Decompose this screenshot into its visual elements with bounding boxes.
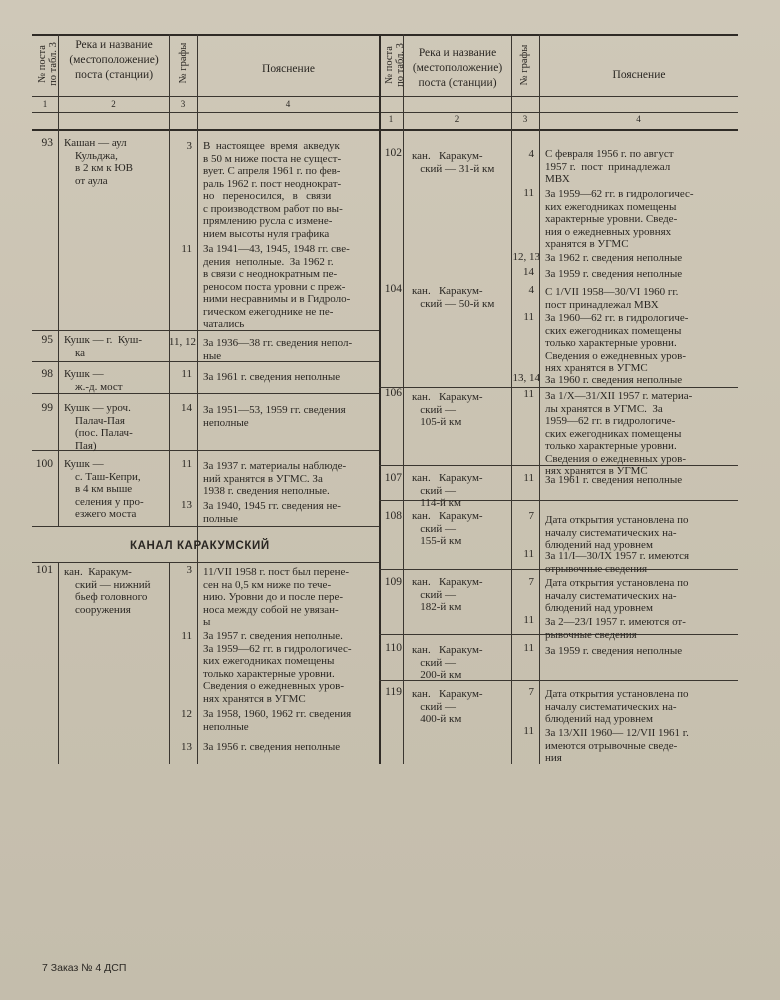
explanation-text: За 1960—62 гг. в гидрологиче- ских ежегодниках помещены только характерные уровни. Сведения о ежедневных уров- нях хранятся в УГМС xyxy=(545,312,689,374)
explanation-text: За 1936—38 гг. сведения непол- ные xyxy=(203,337,353,362)
header-post-number: № поста по табл. 3 xyxy=(37,42,59,86)
table-top-rule xyxy=(32,34,738,36)
post-number: 98 xyxy=(41,368,53,380)
header-index-4: 4 xyxy=(285,99,291,109)
explanation-text: За 1940, 1945 гг. сведения не- полные xyxy=(203,500,341,525)
graph-number: 11 xyxy=(523,388,534,400)
graph-number: 12 xyxy=(181,708,192,720)
explanation-text: За 1/X—31/XII 1957 г. материа- лы хранятся в УГМС. За 1959—62 гг. в гидрологиче- ских ежегодниках помещены только характерные уровни. Сведения о ежедневных уров- нях хранятся в УГМС xyxy=(545,390,693,477)
graph-number: 11 xyxy=(181,243,192,255)
post-number: 95 xyxy=(41,334,53,346)
graph-number: 11 xyxy=(181,458,192,470)
row-rule xyxy=(32,393,379,394)
header-graph-number: № графы xyxy=(519,44,530,86)
post-number: 99 xyxy=(41,402,53,414)
station-name: кан. Каракум- ский — нижний бьеф головного сооружения xyxy=(64,566,151,616)
post-number: 108 xyxy=(384,510,402,522)
col-divider xyxy=(539,34,540,764)
header-index-1: 1 xyxy=(42,99,48,109)
header-bottom-rule xyxy=(32,96,738,97)
col-divider xyxy=(169,562,170,764)
graph-number: 12, 13 xyxy=(512,251,540,263)
station-name: Кушк — с. Таш-Кепри, в 4 км выше селения у про- езжего моста xyxy=(64,458,144,520)
station-name: Кушк — уроч. Палач-Пая (пос. Палач- Пая) xyxy=(64,402,133,452)
row-rule xyxy=(32,562,379,563)
col-divider xyxy=(58,562,59,764)
explanation-text: За 1961 г. сведения неполные xyxy=(545,474,683,486)
index-row-rule xyxy=(32,112,738,113)
header-index-1: 1 xyxy=(388,114,394,124)
graph-number: 11, 12 xyxy=(168,336,196,348)
station-name: Кушк — ж.-д. мост xyxy=(64,368,123,393)
graph-number: 11 xyxy=(523,187,534,199)
station-name: кан. Каракум- ский — 200-й км xyxy=(412,644,483,681)
explanation-text: За 1956 г. сведения неполные xyxy=(203,741,341,753)
header-graph-number: № графы xyxy=(178,42,189,84)
section-title: КАНАЛ КАРАКУМСКИЙ xyxy=(130,540,270,552)
explanation-text: За 1959 г. сведения неполные xyxy=(545,645,683,657)
post-number: 109 xyxy=(384,576,402,588)
explanation-text: Дата открытия установлена по началу систематических на- блюдений над уровнем xyxy=(545,688,689,725)
post-number: 101 xyxy=(35,564,53,576)
graph-number: 3 xyxy=(186,140,192,152)
header-explanation: Пояснение xyxy=(262,63,315,75)
graph-number: 13, 14 xyxy=(512,372,540,384)
graph-number: 3 xyxy=(186,564,192,576)
header-index-3: 3 xyxy=(522,114,528,124)
graph-number: 11 xyxy=(523,642,534,654)
explanation-text: Дата открытия установлена по началу систематических на- блюдений над уровнем xyxy=(545,514,689,551)
explanation-text: За 1941—43, 1945, 1948 гг. све- дения неполные. За 1962 г. в связи с неоднократным пе- реносом поста уровни с преж- ними несравнимы и в Гидроло- гическом ежегоднике не пе- чатались xyxy=(203,243,351,330)
station-name: кан. Каракум- ский — 50-й км xyxy=(412,285,495,310)
post-number: 104 xyxy=(384,283,402,295)
explanation-text: За 1960 г. сведения неполные xyxy=(545,374,683,386)
header-river-station: Река и название (местоположение) поста (станции) xyxy=(69,39,159,81)
graph-number: 11 xyxy=(523,725,534,737)
graph-number: 11 xyxy=(523,472,534,484)
station-name: Кушк — г. Куш- ка xyxy=(64,334,142,359)
station-name: Кашан — аул Кульджа, в 2 км к ЮВ от аула xyxy=(64,137,133,187)
explanation-text: За 1937 г. материалы наблюде- ний хранятся в УГМС. За 1938 г. сведения неполные. xyxy=(203,460,347,497)
explanation-text: За 1958, 1960, 1962 гг. сведения неполные xyxy=(203,708,352,733)
explanation-text: Дата открытия установлена по началу систематических на- блюдений над уровнем xyxy=(545,577,689,614)
explanation-text: За 2—23/I 1957 г. имеются от- рывочные сведения xyxy=(545,616,686,641)
graph-number: 13 xyxy=(181,741,192,753)
explanation-text: С 1/VII 1958—30/VI 1960 гг. пост принадлежал МВХ xyxy=(545,286,679,311)
post-number: 110 xyxy=(385,642,402,654)
graph-number: 11 xyxy=(523,311,534,323)
graph-number: 11 xyxy=(523,614,534,626)
page-footer: 7 Заказ № 4 ДСП xyxy=(42,962,127,974)
graph-number: 14 xyxy=(181,402,192,414)
post-number: 93 xyxy=(41,137,53,149)
row-rule xyxy=(379,387,738,388)
graph-number: 11 xyxy=(181,368,192,380)
post-number: 102 xyxy=(384,147,402,159)
explanation-text: 11/VII 1958 г. пост был перене- сен на 0,5 км ниже по тече- нию. Уровни до и после пере- носа между собой не увязан- ы xyxy=(203,566,350,628)
col-divider xyxy=(403,34,404,764)
explanation-text: За 1959 г. сведения неполные xyxy=(545,268,683,280)
explanation-text: За 11/I—30/IX 1957 г. имеются отрывочные сведения xyxy=(545,550,690,575)
station-name: кан. Каракум- ский — 31-й км xyxy=(412,150,495,175)
station-name: кан. Каракум- ский — 105-й км xyxy=(412,391,483,428)
graph-number: 14 xyxy=(523,266,534,278)
center-divider xyxy=(379,34,381,764)
col-divider xyxy=(197,34,198,764)
explanation-text: За 13/XII 1960— 12/VII 1961 г. имеются отрывочные сведе- ния xyxy=(545,727,689,764)
graph-number: 7 xyxy=(528,510,534,522)
graph-number: 4 xyxy=(528,284,534,296)
header-post-number: № поста по табл. 3 xyxy=(384,43,406,87)
explanation-text: За 1951—53, 1959 гг. сведения неполные xyxy=(203,404,346,429)
post-number: 106 xyxy=(384,387,402,399)
post-number: 100 xyxy=(35,458,53,470)
explanation-text: За 1962 г. сведения неполные xyxy=(545,252,683,264)
graph-number: 11 xyxy=(523,548,534,560)
station-name: кан. Каракум- ский — 114-й км xyxy=(412,472,483,509)
graph-number: 11 xyxy=(181,630,192,642)
station-name: кан. Каракум- ский — 182-й км xyxy=(412,576,483,613)
graph-number: 7 xyxy=(528,686,534,698)
explanation-text: За 1959—62 гг. в гидрологичес- ких ежегодниках помещены характерные уровни. Сведе- ния о ежедневных уровнях хранятся в УГМС xyxy=(545,188,694,250)
explanation-text: С февраля 1956 г. по август 1957 г. пост принадлежал МВХ xyxy=(545,148,674,185)
graph-number: 13 xyxy=(181,499,192,511)
station-name: кан. Каракум- ский — 400-й км xyxy=(412,688,483,725)
graph-number: 7 xyxy=(528,576,534,588)
header-river-station: Река и название (местоположение) поста (станции) xyxy=(412,47,503,89)
explanation-text: В настоящее время акведук в 50 м ниже поста не сущест- вует. С апреля 1961 г. по фев- раль 1962 г. пост неоднократ- но переносился, в связи с производством работ по вы- прямлению русла с измене- нием высоты нуля графика xyxy=(203,140,343,240)
post-number: 119 xyxy=(385,686,402,698)
explanation-text: За 1957 г. сведения неполные. За 1959—62 гг. в гидрологичес- ких ежегодниках помещены только характерные уровни. Сведения о ежедневных уров- нях хранятся в УГМС xyxy=(203,630,352,705)
explanation-text: За 1961 г. сведения неполные xyxy=(203,371,341,383)
header-index-2: 2 xyxy=(111,99,116,109)
body-top-rule xyxy=(32,129,738,131)
header-index-2: 2 xyxy=(454,114,460,124)
graph-number: 4 xyxy=(528,148,534,160)
header-explanation: Пояснение xyxy=(612,69,666,81)
post-number: 107 xyxy=(384,472,402,484)
header-index-3: 3 xyxy=(180,99,186,109)
row-rule xyxy=(32,526,379,527)
header-index-4: 4 xyxy=(636,114,641,124)
station-name: кан. Каракум- ский — 155-й км xyxy=(412,510,483,547)
